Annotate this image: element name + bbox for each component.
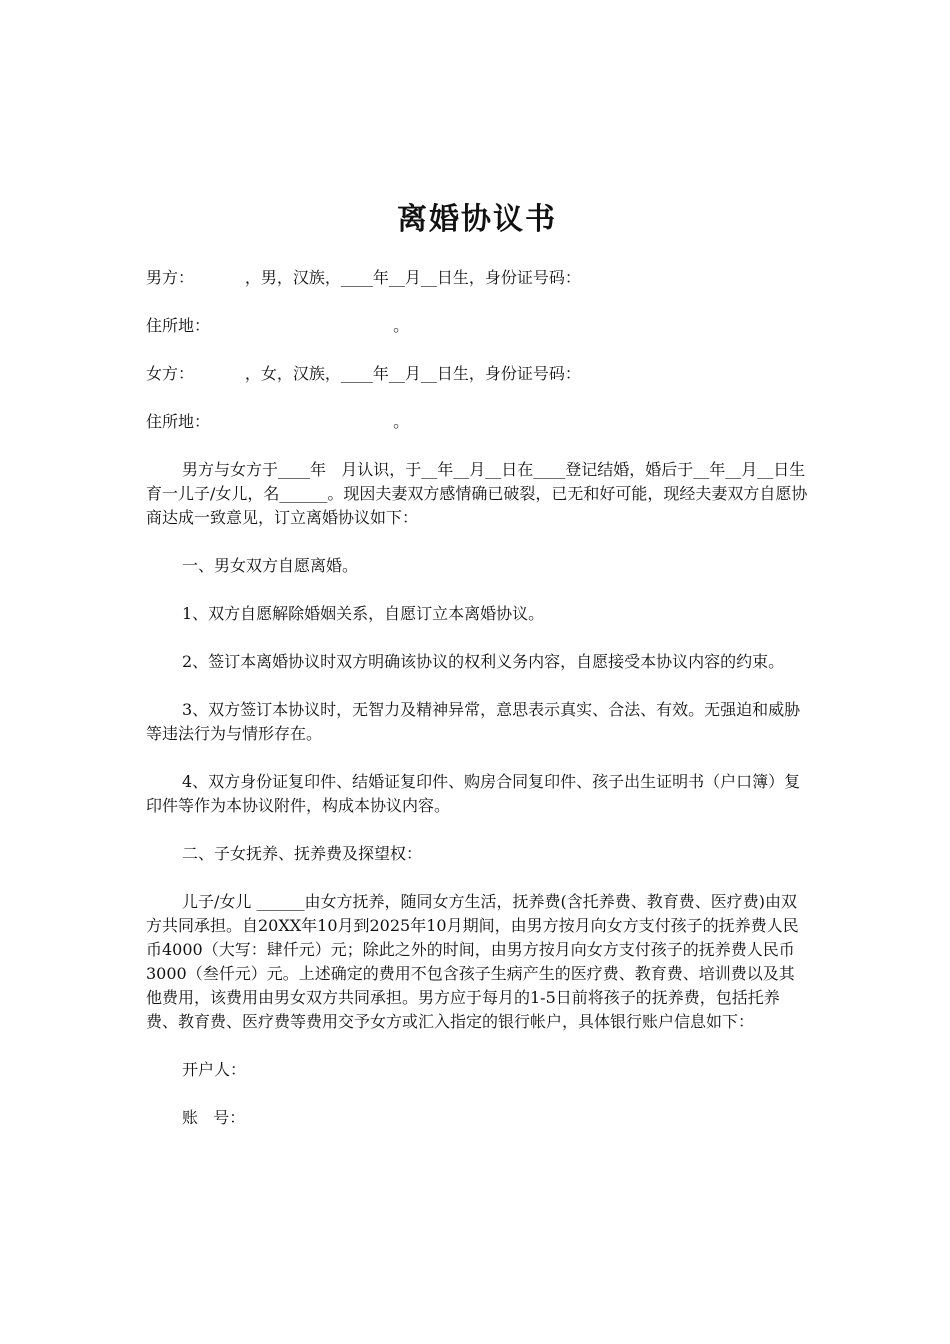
clause-2: 2、签订本离婚协议时双方明确该协议的权利义务内容，自愿接受本协议内容的约束。 [182,652,785,671]
wife-info-line: 女方： ，女，汉族，____年__月__日生，身份证号码： [146,364,581,383]
husband-address-line: 住所地： 。 [146,316,410,335]
clause-3: 3、双方签订本协议时，无智力及精神异常，意思表示真实、合法、有效。无强迫和威胁等违法行为与情形存在。 [146,700,801,743]
marriage-background-paragraph: 男方与女方于____年 月认识，于__年__月__日在____登记结婚，婚后于__年__月__日生育一儿子/女儿，名______。现因夫妻双方感情确已破裂，已无和好可能，现经夫妻双方自愿协商达成一致意见，订立离婚协议如下： [146,460,808,527]
clause-1: 1、双方自愿解除婚姻关系，自愿订立本离婚协议。 [182,604,545,623]
husband-info-line: 男方： ，男，汉族，____年__月__日生，身份证号码： [146,268,581,287]
section-heading-child-support: 二、子女抚养、抚养费及探望权： [182,844,423,863]
document-page [146,200,808,1154]
clause-4: 4、双方身份证复印件、结婚证复印件、购房合同复印件、孩子出生证明书（户口簿）复印件等作为本协议附件，构成本协议内容。 [146,772,801,815]
account-number-line: 账 号： [182,1108,246,1127]
document-title: 离婚协议书 [397,202,557,237]
wife-address-line: 住所地： 。 [146,412,410,431]
section-heading-divorce: 一、男女双方自愿离婚。 [182,556,359,575]
account-holder-line: 开户人： [182,1060,247,1079]
child-support-paragraph: 儿子/女儿 ______由女方抚养，随同女方生活，抚养费(含托养费、教育费、医疗费)由双方共同承担。自20XX年10月到2025年10月期间，由男方按月向女方支付孩子的抚养费人民币4000（大写：肆仟元）元；除此之外的时间，由男方按月向女方支付孩子的抚养费人民币3000（叁仟元）元。上述确定的费用不包含孩子生病产生的医疗费、教育费、培训费以及其他费用，该费用由男女双方共同承担。男方应于每月的1-5日前将孩子的抚养费，包括托养费、教育费、医疗费等费用交予女方或汇入指定的银行帐户，具体银行账户信息如下： [146,892,799,1031]
